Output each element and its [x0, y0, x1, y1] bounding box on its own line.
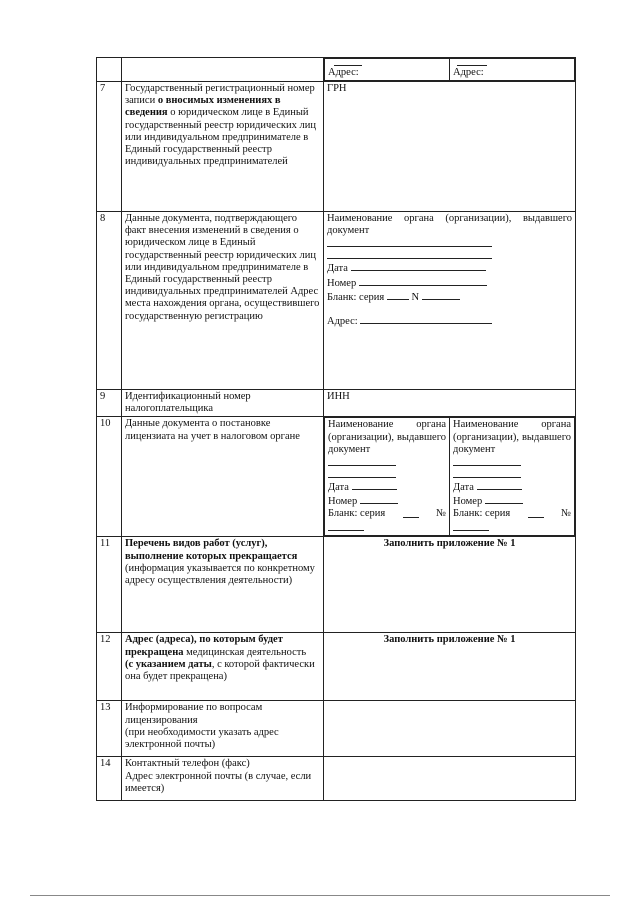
row-label: Идентификационный номер налогоплательщика — [122, 390, 324, 417]
blank-series-label: Бланк: серия — [327, 291, 385, 303]
row-value — [324, 212, 576, 390]
table-row — [97, 212, 576, 390]
row-label: Данные документа, подтверждающего факт внесения изменений в сведения о юридическом лице в Единый государственный реестр юридических лиц или индивидуальном предпринимателе в Единый государственный реестр индивидуальных предпринимателей Адрес места нахождения органа, осуществившего государственную регистрацию — [122, 212, 324, 390]
blank-series-label: Бланк: серия — [328, 508, 386, 520]
row-label: Государственный регистрационный номер записи о вносимых изменениях в сведения о юридическом лице в Единый государственный реестр юридических лиц или индивидуальном предпринимателе в Единый государственный реестр индивидуальных предпринимателей — [122, 82, 324, 212]
row-label: Адрес (адреса), по которым будет прекращена медицинская деятельность (с указанием даты, с которой фактически она будет прекращена) — [122, 633, 324, 701]
table-row — [97, 58, 576, 82]
row-label: Данные документа о постановке лицензиата на учет в налоговом органе — [122, 417, 324, 537]
table-row — [97, 537, 576, 633]
table-row — [97, 633, 576, 701]
value-cell — [324, 58, 576, 82]
row-number: 12 — [97, 633, 122, 701]
row-label: Контактный телефон (факс) Адрес электронной почты (в случае, если имеется) — [122, 757, 324, 801]
row-number: 7 — [97, 82, 122, 212]
blank-line — [457, 64, 487, 66]
table-row — [97, 701, 576, 757]
issuer-label: Наименование органа (организации), выдавшего документ — [453, 419, 571, 455]
issuer-label: Наименование органа (организации), выдавшего документ — [328, 419, 446, 455]
number-label: Номер — [327, 277, 357, 289]
row-number: 13 — [97, 701, 122, 757]
row-number: 11 — [97, 537, 122, 633]
table-row — [97, 82, 576, 212]
row-value — [324, 417, 576, 537]
label-cell — [122, 58, 324, 82]
address-label: Адрес: — [453, 66, 484, 78]
row-label: Информирование по вопросам лицензирования (при необходимости указать адрес электронной почты) — [122, 701, 324, 757]
row-value: ГРН — [324, 82, 576, 212]
fill-appendix-note: Заполнить приложение № 1 — [324, 633, 576, 701]
number-label: Номер — [453, 496, 483, 508]
page-bottom-rule — [30, 895, 610, 896]
date-label: Дата — [328, 482, 349, 494]
row-label: Перечень видов работ (услуг), выполнение которых прекращается (информация указывается по конкретному адресу осуществления деятельности) — [122, 537, 324, 633]
row-value — [324, 757, 576, 801]
fill-appendix-note: Заполнить приложение № 1 — [324, 537, 576, 633]
date-label: Дата — [453, 482, 474, 494]
row-number: 10 — [97, 417, 122, 537]
number-sign: № — [435, 508, 446, 520]
number-sign: № — [560, 508, 571, 520]
row-number: 14 — [97, 757, 122, 801]
row-number: 9 — [97, 390, 122, 417]
table-row — [97, 390, 576, 417]
row-number: 8 — [97, 212, 122, 390]
address-label: Адрес: — [328, 66, 359, 78]
row-number-cell — [97, 58, 122, 82]
date-label: Дата — [327, 263, 348, 275]
table-row — [97, 417, 576, 537]
license-form-table — [96, 57, 576, 801]
address-label: Адрес: — [327, 316, 358, 328]
table-row — [97, 757, 576, 801]
row-value — [324, 701, 576, 757]
blank-line — [334, 64, 362, 66]
row-value: ИНН — [324, 390, 576, 417]
number-label: Номер — [328, 496, 358, 508]
blank-series-label: Бланк: серия — [453, 508, 511, 520]
issuer-label: Наименование органа (организации), выдавшего документ — [327, 213, 572, 237]
number-sign: N — [411, 291, 420, 303]
